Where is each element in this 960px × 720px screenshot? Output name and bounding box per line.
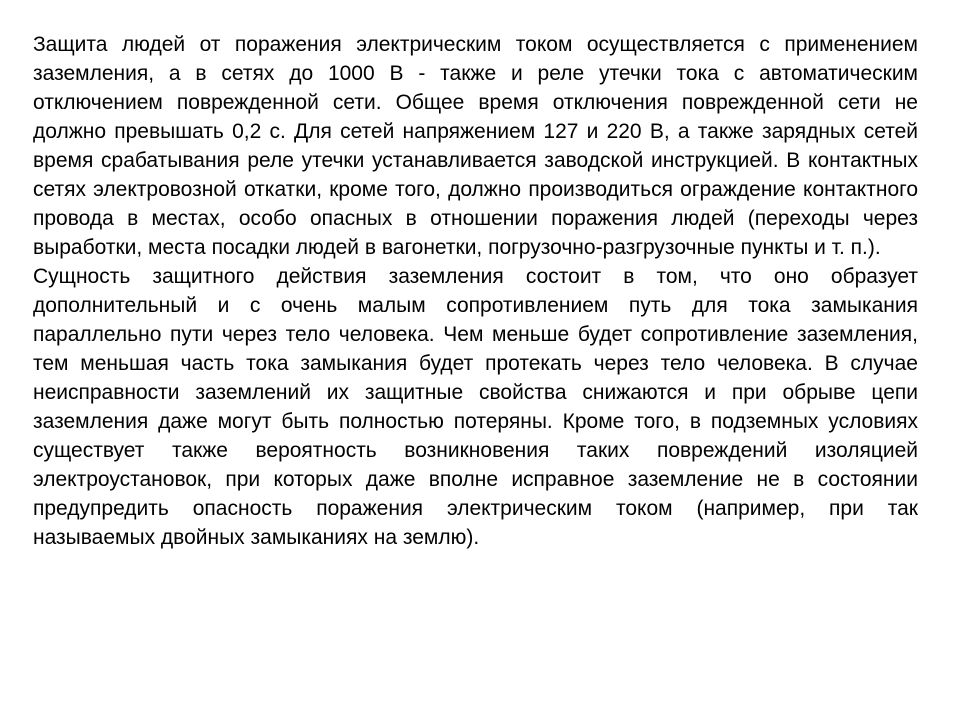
body-text [33, 30, 918, 552]
paragraph-grounding-essence: Сущность защитного действия заземления состоит в том, что оно образует дополнительный и с очень малым сопротивлением путь для тока замыкания параллельно пути через тело человека. Чем меньше будет сопротивление заземления, тем меньшая часть тока замыкания будет протекать через тело человека. В случае неисправности заземлений их защитные свойства снижаются и при обрыве цепи заземления даже могут быть полностью потеряны. Кроме того, в подземных условиях существует также вероятность возникновения таких повреждений изоляцией электроустановок, при которых даже вполне исправное заземление не в состоянии предупредить опасность поражения электрическим током (например, при так называемых двойных замыканиях на землю). [33, 265, 918, 549]
paragraph-protection-methods: Защита людей от поражения электрическим током осуществляется с применением заземления, а в сетях до 1000 В - также и реле утечки тока с автоматическим отключением поврежденной сети. Общее время отключения поврежденной сети не должно превышать 0,2 с. Для сетей напряжением 127 и 220 В, а также зарядных сетей время срабатывания реле утечки устанавливается заводской инструкцией. В контактных сетях электровозной откатки, кроме того, должно производиться ограждение контактного провода в местах, особо опасных в отношении поражения людей (переходы через выработки, места посадки людей в вагонетки, погрузочно-разгрузочные пункты и т. п.). [33, 33, 918, 259]
